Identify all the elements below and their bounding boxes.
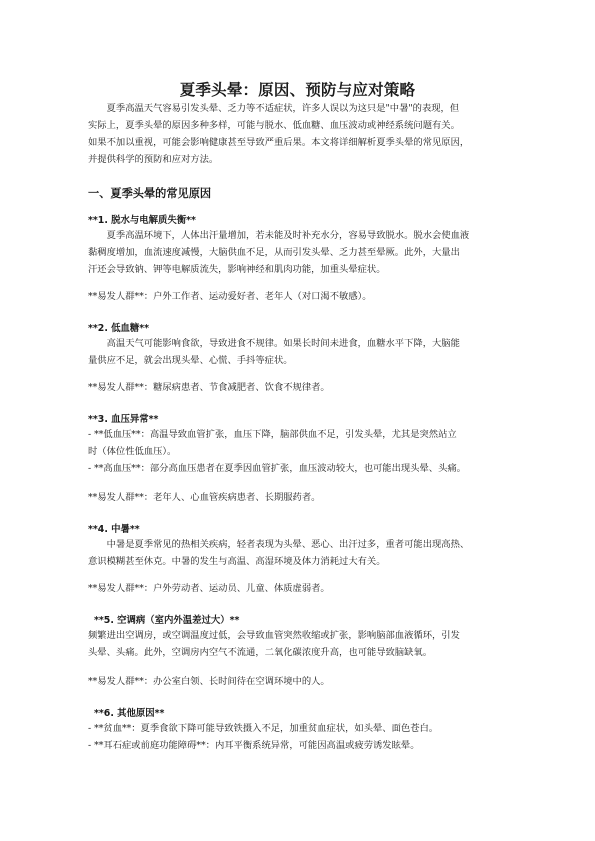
body-line: 量供应不足，就会出现头晕、心慌、手抖等症状。 xyxy=(88,355,293,366)
body-line: - **高血压**：部分高血压患者在夏季因血管扩张，血压波动较大，也可能出现头晕、头痛。 xyxy=(88,463,466,474)
intro-paragraph xyxy=(88,100,520,168)
intro-line: 夏季高温天气容易引发头晕、乏力等不适症状，许多人误以为这只是"中暑"的表现，但 xyxy=(106,103,460,114)
risk-group-dehydration: **易发人群**：户外工作者、运动爱好者、老年人（对口渴不敏感）。 xyxy=(88,291,372,302)
cause-body-blood-pressure xyxy=(88,426,520,477)
body-line: 高温天气可能影响食欲，导致进食不规律。如果长时间未进食，血糖水平下降，大脑能 xyxy=(106,338,460,349)
body-line: 黏稠度增加，血流速度减慢，大脑供血不足，从而引发头晕、乏力甚至晕厥。此外，大量出 xyxy=(88,247,460,258)
cause-heading-blood-pressure: **3. 血压异常** xyxy=(88,414,159,425)
page-title: 夏季头晕：原因、预防与应对策略 xyxy=(179,81,416,99)
body-line: 意识模糊甚至休克。中暑的发生与高温、高湿环境及体力消耗过大有关。 xyxy=(88,556,386,567)
body-line: 频繁进出空调房，或空调温度过低，会导致血管突然收缩或扩张，影响脑部血液循环，引发 xyxy=(88,630,460,641)
cause-body-ac-sickness xyxy=(88,627,520,661)
cause-body-dehydration xyxy=(88,227,520,278)
cause-heading-other: **6. 其他原因** xyxy=(94,708,165,719)
risk-group-blood-pressure: **易发人群**：老年人、心血管疾病患者、长期服药者。 xyxy=(88,492,321,503)
body-line: - **低血压**：高温导致血管扩张，血压下降，脑部供血不足，引发头晕，尤其是突然站立 xyxy=(88,429,457,440)
section-heading: 一、夏季头晕的常见原因 xyxy=(88,187,212,200)
body-line: 汗还会导致钠、钾等电解质流失，影响神经和肌肉功能，加重头晕症状。 xyxy=(88,264,386,275)
cause-body-heatstroke xyxy=(88,536,520,570)
body-line: 中暑是夏季常见的热相关疾病，轻者表现为头晕、恶心、出汗过多，重者可能出现高热、 xyxy=(106,539,470,550)
cause-heading-hypoglycemia: **2. 低血糖** xyxy=(88,323,150,334)
body-line: 时（体位性低血压）。 xyxy=(88,446,177,457)
body-line: - **贫血**：夏季食欲下降可能导致铁摄入不足，加重贫血症状，如头晕、面色苍白。 xyxy=(88,723,439,734)
cause-heading-ac-sickness: **5. 空调病（室内外温差过大）** xyxy=(94,615,240,626)
risk-group-hypoglycemia: **易发人群**：糖尿病患者、节食减肥者、饮食不规律者。 xyxy=(88,382,330,393)
risk-group-heatstroke: **易发人群**：户外劳动者、运动员、儿童、体质虚弱者。 xyxy=(88,583,330,594)
body-line: - **耳石症或前庭功能障碍**：内耳平衡系统异常，可能因高温或疲劳诱发眩晕。 xyxy=(88,740,420,751)
cause-heading-heatstroke: **4. 中暑** xyxy=(88,524,140,535)
risk-group-ac-sickness: **易发人群**：办公室白领、长时间待在空调环境中的人。 xyxy=(88,676,330,687)
body-line: 夏季高温环境下，人体出汗量增加，若未能及时补充水分，容易导致脱水。脱水会使血液 xyxy=(106,230,470,241)
cause-heading-dehydration: **1. 脱水与电解质失衡** xyxy=(88,215,196,226)
body-line: 头晕、头痛。此外，空调房内空气不流通，二氧化碳浓度升高，也可能导致脑缺氧。 xyxy=(88,647,432,658)
cause-body-hypoglycemia xyxy=(88,335,520,369)
cause-body-other xyxy=(88,720,520,754)
intro-line: 如果不加以重视，可能会影响健康甚至导致严重后果。本文将详细解析夏季头晕的常见原因， xyxy=(88,137,470,148)
intro-line: 并提供科学的预防和应对方法。 xyxy=(88,154,219,165)
intro-line: 实际上，夏季头晕的原因多种多样，可能与脱水、低血糖、血压波动或神经系统问题有关。 xyxy=(88,120,460,131)
